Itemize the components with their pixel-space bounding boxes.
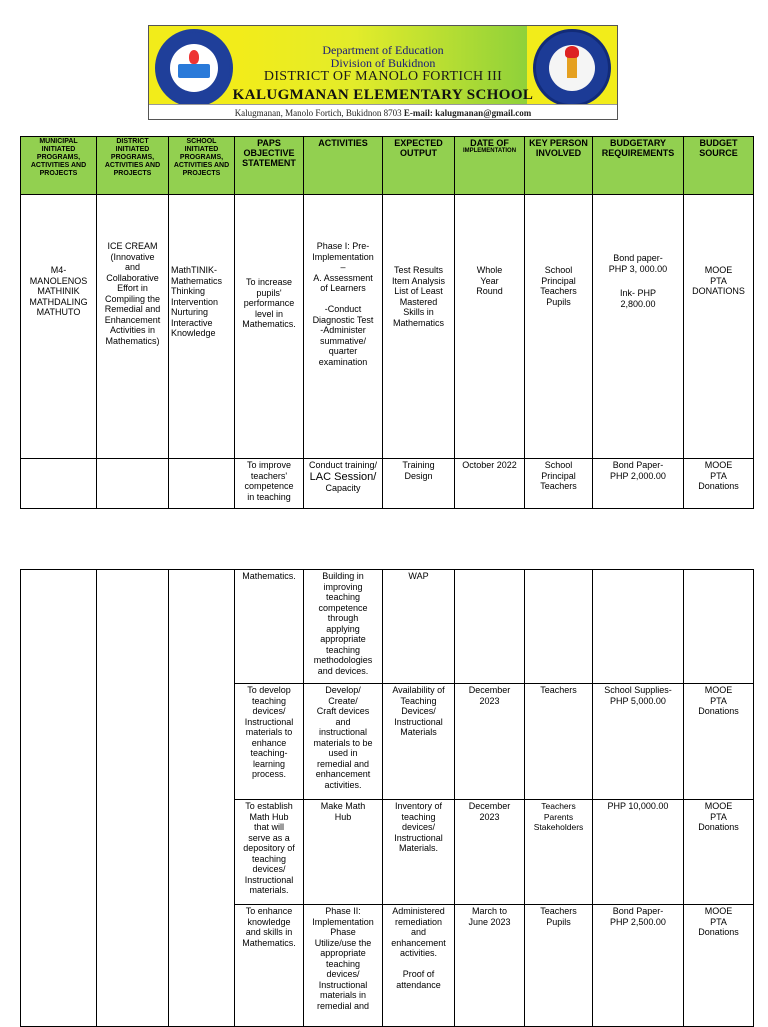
cell-output: Training Design xyxy=(383,459,455,509)
header-address-line xyxy=(149,108,617,118)
cell-budget: Bond Paper- PHP 2,500.00 xyxy=(593,905,684,1027)
cell-district-empty xyxy=(97,570,169,1027)
cell-date: October 2022 xyxy=(455,459,525,509)
cell-source: MOOE PTA Donations xyxy=(684,800,754,905)
action-plan-table-page2 xyxy=(20,569,754,1027)
cell-output: WAP xyxy=(383,570,455,684)
col-district: DISTRICT INITIATED PROGRAMS, ACTIVITIES AND PROJECTS xyxy=(97,137,169,195)
cell-source xyxy=(684,570,754,684)
header-email-label: E-mail: xyxy=(403,108,433,118)
cell-date: March to June 2023 xyxy=(455,905,525,1027)
cell-persons: Teachers xyxy=(525,684,593,800)
col-budget-source: BUDGET SOURCE xyxy=(684,137,754,195)
col-objective: PAPS OBJECTIVE STATEMENT xyxy=(235,137,304,195)
cell-persons: Teachers Parents Stakeholders xyxy=(525,800,593,905)
cell-date xyxy=(455,570,525,684)
cell-output: Inventory of teaching devices/ Instructional Materials. xyxy=(383,800,455,905)
cell-persons: Teachers Pupils xyxy=(525,905,593,1027)
col-date xyxy=(455,137,525,195)
cell-budget: PHP 10,000.00 xyxy=(593,800,684,905)
cell-persons: School Principal Teachers xyxy=(525,459,593,509)
col-date-subtitle: IMPLEMENTATION xyxy=(462,148,517,154)
cell-date: December 2023 xyxy=(455,684,525,800)
cell-budget: Bond Paper- PHP 2,000.00 xyxy=(593,459,684,509)
cell-output: Administered remediation and enhancement activities. Proof of attendance xyxy=(383,905,455,1027)
action-plan-table-page1 xyxy=(20,136,754,509)
cell-persons xyxy=(525,570,593,684)
cell-municipal-empty xyxy=(21,570,97,1027)
cell-activities xyxy=(304,459,383,509)
col-school: SCHOOL INITIATED PROGRAMS, ACTIVITIES AND PROJECTS xyxy=(169,137,235,195)
cell-output: Availability of Teaching Devices/ Instructional Materials xyxy=(383,684,455,800)
cell-budget xyxy=(593,570,684,684)
header-division: Division of Bukidnon xyxy=(330,56,436,70)
cell-empty xyxy=(169,459,235,509)
cell-source: MOOE PTA Donations xyxy=(684,905,754,1027)
col-expected-output: EXPECTED OUTPUT xyxy=(383,137,455,195)
col-date-title: DATE OF xyxy=(470,138,509,148)
col-budget-req: BUDGETARY REQUIREMENTS xyxy=(593,137,684,195)
header-email: kalugmanan@gmail.com xyxy=(435,108,532,118)
cell-date: December 2023 xyxy=(455,800,525,905)
activity-lac: LAC Session/ xyxy=(309,470,377,483)
table-header-row xyxy=(21,137,754,195)
cell-empty xyxy=(21,459,97,509)
cell-budget xyxy=(593,195,684,459)
col-key-person: KEY PERSON INVOLVED xyxy=(525,137,593,195)
cell-objective: To increase pupils' performance level in Mathematics. xyxy=(235,195,304,459)
cell-municipal: M4- MANOLENOS MATHINIK MATHDALING MATHUTO xyxy=(21,195,97,459)
cell-objective: To enhance knowledge and skills in Mathematics. xyxy=(235,905,304,1027)
cell-activities: Make Math Hub xyxy=(304,800,383,905)
cell-activities: Develop/ Create/ Craft devices and instructional materials to be used in remedial and enhancement activities. xyxy=(304,684,383,800)
cell-school: MathTINIK- Mathematics Thinking Intervention Nurturing Interactive Knowledge xyxy=(169,195,235,459)
cell-empty xyxy=(97,459,169,509)
cell-school-empty xyxy=(169,570,235,1027)
header-address: Kalugmanan, Manolo Fortich, Bukidnon 8703 xyxy=(234,108,402,118)
col-municipal: MUNICIPAL INITIATED PROGRAMS, ACTIVITIES AND PROJECTS xyxy=(21,137,97,195)
table-row xyxy=(21,195,754,459)
cell-persons: School Principal Teachers Pupils xyxy=(525,195,593,459)
table-row xyxy=(21,459,754,509)
cell-objective: To develop teaching devices/ Instructional materials to enhance teaching- learning process. xyxy=(235,684,304,800)
header-department: Department of Education xyxy=(322,43,444,57)
cell-output: Test Results Item Analysis List of Least Mastered Skills in Mathematics xyxy=(383,195,455,459)
cell-objective: To establish Math Hub that will serve as a depository of teaching devices/ Instructional materials. xyxy=(235,800,304,905)
budget-bond-paper: Bond paper- PHP 3, 000.00 xyxy=(608,253,668,274)
header-school-name: KALUGMANAN ELEMENTARY SCHOOL xyxy=(232,87,534,103)
activity-training: Conduct training/ xyxy=(308,460,378,470)
cell-district: ICE CREAM (Innovative and Collaborative Effort in Compiling the Remedial and Enhancement Activities in Mathematics) xyxy=(97,195,169,459)
cell-source: MOOE PTA DONATIONS xyxy=(684,195,754,459)
header-district: DISTRICT OF MANOLO FORTICH III xyxy=(263,69,503,84)
cell-activities: Phase I: Pre- Implementation – A. Assessment of Learners -Conduct Diagnostic Test -Administer summative/ quarter examination xyxy=(304,195,383,459)
cell-activities: Phase II: Implementation Phase Utilize/use the appropriate teaching devices/ Instructional materials in remedial and xyxy=(304,905,383,1027)
cell-source: MOOE PTA Donations xyxy=(684,459,754,509)
cell-activities: Building in improving teaching competence through applying appropriate teaching methodologies and devices. xyxy=(304,570,383,684)
activity-capacity: Capacity xyxy=(325,482,361,493)
cell-objective: Mathematics. xyxy=(235,570,304,684)
cell-date: Whole Year Round xyxy=(455,195,525,459)
budget-ink: Ink- PHP 2,800.00 xyxy=(619,288,656,309)
table-row xyxy=(21,570,754,684)
cell-source: MOOE PTA Donations xyxy=(684,684,754,800)
cell-objective: To improve teachers' competence in teaching xyxy=(235,459,304,509)
letterhead-banner xyxy=(148,25,618,120)
col-activities: ACTIVITIES xyxy=(304,137,383,195)
cell-budget: School Supplies- PHP 5,000.00 xyxy=(593,684,684,800)
